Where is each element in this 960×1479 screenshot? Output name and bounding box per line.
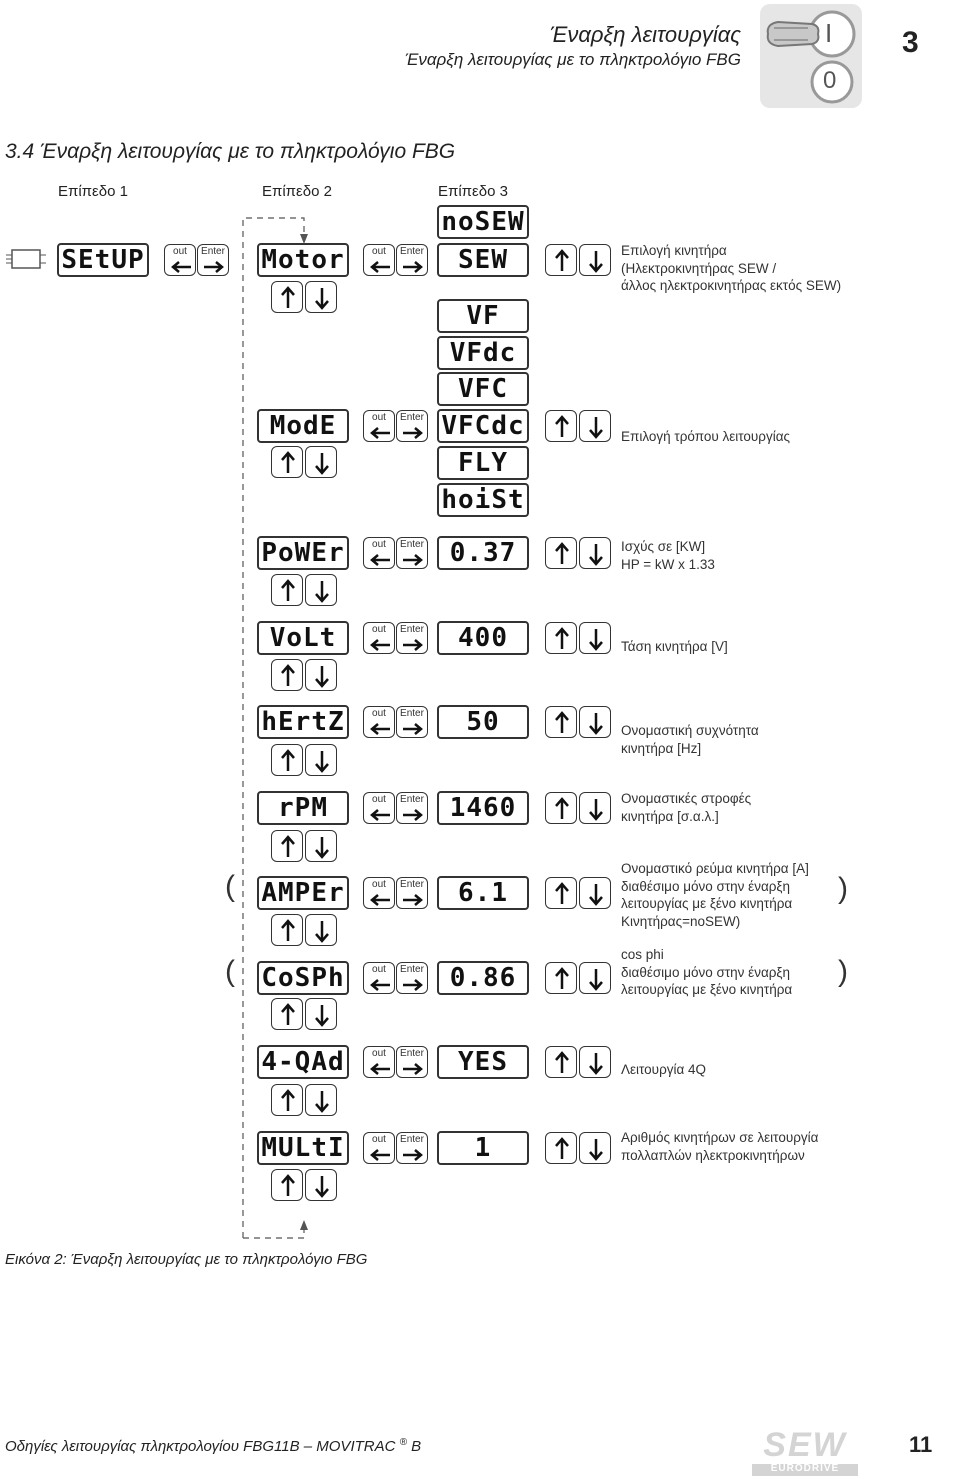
value-display-nosew: noSEW (437, 205, 529, 239)
arrow-right-icon (397, 411, 429, 443)
arrow-up-icon (272, 660, 304, 692)
arrow-up-icon (272, 1170, 304, 1202)
down-button[interactable] (305, 744, 337, 776)
enter-button[interactable]: Enter (396, 1046, 428, 1078)
down-button[interactable] (579, 962, 611, 994)
down-button[interactable] (305, 574, 337, 606)
arrow-down-icon (580, 963, 612, 995)
down-button[interactable] (305, 998, 337, 1030)
param-display-rpm: rPM (257, 791, 349, 825)
on-symbol: I (825, 18, 833, 48)
level-3-label: Επίπεδο 3 (438, 183, 508, 200)
open-parenthesis: ( (225, 955, 235, 988)
up-button[interactable] (545, 877, 577, 909)
up-button[interactable] (545, 622, 577, 654)
arrow-up-icon (546, 793, 578, 825)
up-button[interactable] (271, 1084, 303, 1116)
arrow-left-icon (364, 538, 396, 570)
value-display-power: 0.37 (437, 536, 529, 570)
enter-button[interactable]: Enter (396, 410, 428, 442)
enter-button[interactable]: Enter (396, 706, 428, 738)
up-button[interactable] (271, 1169, 303, 1201)
figure-caption: Εικόνα 2: Έναρξη λειτουργίας με το πληκτρολόγιο FBG (5, 1251, 368, 1268)
value-display-4q: YES (437, 1045, 529, 1079)
down-button[interactable] (579, 1132, 611, 1164)
arrow-left-icon (364, 963, 396, 995)
arrow-left-icon (364, 245, 396, 277)
arrow-up-icon (546, 245, 578, 277)
arrow-up-icon (272, 1085, 304, 1117)
arrow-up-icon (546, 538, 578, 570)
param-display-4q: 4-QAd (257, 1045, 349, 1079)
up-button[interactable] (545, 537, 577, 569)
enter-button[interactable]: Enter (396, 244, 428, 276)
arrow-right-icon (397, 1133, 429, 1165)
arrow-down-icon (306, 915, 338, 947)
value-display-sew: SEW (437, 243, 529, 277)
arrow-up-icon (546, 1047, 578, 1079)
arrow-down-icon (306, 282, 338, 314)
value-display-fly: FLY (437, 446, 529, 480)
arrow-down-icon (580, 1047, 612, 1079)
arrow-down-icon (306, 1170, 338, 1202)
param-display-motor: Motor (257, 243, 349, 277)
arrow-up-icon (546, 623, 578, 655)
out-button[interactable]: out (363, 410, 395, 442)
enter-button[interactable]: Enter (396, 622, 428, 654)
arrow-right-icon (397, 963, 429, 995)
multi-description: Αριθμός κινητήρων σε λειτουργία πολλαπλών ηλεκτροκινητήρων (621, 1130, 819, 1163)
down-button[interactable] (305, 659, 337, 691)
arrow-right-icon (397, 878, 429, 910)
up-button[interactable] (545, 410, 577, 442)
up-button[interactable] (271, 659, 303, 691)
arrow-left-icon (364, 1047, 396, 1079)
4q-description: Λειτουργία 4Q (621, 1062, 707, 1077)
arrow-right-icon (397, 793, 429, 825)
up-button[interactable] (545, 244, 577, 276)
down-button[interactable] (305, 1169, 337, 1201)
down-button[interactable] (579, 792, 611, 824)
close-parenthesis: ) (838, 872, 848, 905)
arrow-down-icon (580, 411, 612, 443)
amper-description: Ονομαστικό ρεύμα κινητήρα [A] διαθέσιμο μόνο στην έναρξη λειτουργίας με ξένο κινητήρα Κινητήρας=noSEW) (621, 861, 809, 929)
out-button[interactable]: out (363, 706, 395, 738)
out-button[interactable]: out (363, 1132, 395, 1164)
arrow-down-icon (306, 1085, 338, 1117)
enter-button[interactable]: Enter (197, 244, 229, 276)
arrow-right-icon (397, 245, 429, 277)
arrow-down-icon (580, 538, 612, 570)
arrow-down-icon (580, 878, 612, 910)
up-button[interactable] (271, 914, 303, 946)
section-title: 3.4 Έναρξη λειτουργίας με το πληκτρολόγιο FBG (5, 140, 456, 163)
motor-description: Επιλογή κινητήρα (Ηλεκτροκινητήρας SEW / άλλος ηλεκτροκινητήρας εκτός SEW) (621, 243, 842, 293)
out-button[interactable]: out (363, 792, 395, 824)
down-button[interactable] (579, 877, 611, 909)
sew-eurodrive-logo: SEW EURODRIVE (752, 1428, 858, 1476)
down-button[interactable] (305, 830, 337, 862)
arrow-down-icon (306, 575, 338, 607)
down-button[interactable] (579, 1046, 611, 1078)
cosphi-description: cos phi διαθέσιμο μόνο στην έναρξη λειτουργίας με ξένο κινητήρα (621, 947, 793, 997)
off-symbol: 0 (823, 67, 837, 94)
arrow-right-icon (397, 1047, 429, 1079)
up-button[interactable] (545, 706, 577, 738)
value-display-vfcdc: VFCdc (437, 409, 529, 443)
close-parenthesis: ) (838, 955, 848, 988)
arrow-down-icon (580, 793, 612, 825)
out-button[interactable]: out (363, 877, 395, 909)
down-button[interactable] (579, 537, 611, 569)
arrow-left-icon (364, 793, 396, 825)
down-button[interactable] (305, 281, 337, 313)
up-button[interactable] (271, 574, 303, 606)
enter-button[interactable]: Enter (396, 537, 428, 569)
arrow-up-icon (272, 915, 304, 947)
out-button[interactable]: out (363, 244, 395, 276)
level-1-label: Επίπεδο 1 (58, 183, 128, 200)
arrow-left-icon (165, 245, 197, 277)
param-display-volt: VoLt (257, 621, 349, 655)
arrow-down-icon (306, 745, 338, 777)
arrow-left-icon (364, 623, 396, 655)
arrow-up-icon (546, 878, 578, 910)
value-display-cosphi: 0.86 (437, 961, 529, 995)
arrow-up-icon (546, 1133, 578, 1165)
down-button[interactable] (305, 914, 337, 946)
up-button[interactable] (271, 998, 303, 1030)
param-display-hertz: hErtZ (257, 705, 349, 739)
power-description: Ισχύς σε [KW] HP = kW x 1.33 (621, 539, 715, 572)
arrow-up-icon (272, 999, 304, 1031)
header-title: Έναρξη λειτουργίας (549, 22, 741, 47)
out-button[interactable]: out (363, 537, 395, 569)
arrow-down-icon (580, 623, 612, 655)
out-button[interactable]: out (363, 1046, 395, 1078)
arrow-down-icon (580, 707, 612, 739)
keypad-icon (4, 246, 48, 272)
mode-description: Επιλογή τρόπου λειτουργίας (621, 429, 791, 444)
value-display-multi: 1 (437, 1131, 529, 1165)
hertz-description: Ονομαστική συχνότητα κινητήρα [Hz] (621, 723, 759, 756)
open-parenthesis: ( (225, 870, 235, 903)
arrow-up-icon (546, 963, 578, 995)
enter-button[interactable]: Enter (396, 877, 428, 909)
arrow-left-icon (364, 1133, 396, 1165)
arrow-down-icon (306, 999, 338, 1031)
arrow-right-icon (397, 707, 429, 739)
value-display-volt: 400 (437, 621, 529, 655)
down-button[interactable] (579, 410, 611, 442)
enter-button[interactable]: Enter (396, 792, 428, 824)
chapter-number: 3 (902, 26, 919, 59)
value-display-vfdc: VFdc (437, 336, 529, 370)
up-button[interactable] (271, 830, 303, 862)
up-button[interactable] (545, 1132, 577, 1164)
arrow-down-icon (580, 245, 612, 277)
up-button[interactable] (545, 1046, 577, 1078)
value-display-hoist: hoiSt (437, 483, 529, 517)
arrow-left-icon (364, 707, 396, 739)
param-display-amper: AMPEr (257, 876, 349, 910)
down-button[interactable] (579, 706, 611, 738)
up-button[interactable] (271, 744, 303, 776)
value-display-rpm: 1460 (437, 791, 529, 825)
arrow-up-icon (546, 707, 578, 739)
arrow-right-icon (198, 245, 230, 277)
arrow-down-icon (306, 447, 338, 479)
page-number: 11 (909, 1432, 933, 1457)
up-button[interactable] (545, 792, 577, 824)
level-2-label: Επίπεδο 2 (262, 183, 332, 200)
out-button[interactable]: out (164, 244, 196, 276)
param-display-power: PoWEr (257, 536, 349, 570)
value-display-vfc: VFC (437, 372, 529, 406)
arrow-left-icon (364, 411, 396, 443)
param-display-mode: ModE (257, 409, 349, 443)
rpm-description: Ονομαστικές στροφές κινητήρα [σ.α.λ.] (621, 791, 752, 824)
down-button[interactable] (305, 446, 337, 478)
out-button[interactable]: out (363, 962, 395, 994)
volt-description: Τάση κινητήρα [V] (621, 639, 728, 654)
arrow-right-icon (397, 538, 429, 570)
arrow-down-icon (306, 831, 338, 863)
param-display-multi: MULtI (257, 1131, 349, 1165)
arrow-up-icon (272, 831, 304, 863)
out-button[interactable]: out (363, 622, 395, 654)
down-button[interactable] (579, 622, 611, 654)
footer-text: Οδηγίες λειτουργίας πληκτρολογίου FBG11B – MOVITRAC ® B (5, 1437, 422, 1455)
down-button[interactable] (305, 1084, 337, 1116)
arrow-up-icon (272, 575, 304, 607)
arrow-up-icon (546, 411, 578, 443)
value-display-vf: VF (437, 299, 529, 333)
arrow-up-icon (272, 745, 304, 777)
level1-display-setup: SEtUP (57, 243, 149, 277)
down-button[interactable] (579, 244, 611, 276)
enter-button[interactable]: Enter (396, 962, 428, 994)
arrow-down-icon (306, 660, 338, 692)
enter-button[interactable]: Enter (396, 1132, 428, 1164)
arrow-up-icon (272, 282, 304, 314)
arrow-left-icon (364, 878, 396, 910)
value-display-amper: 6.1 (437, 876, 529, 910)
up-button[interactable] (271, 446, 303, 478)
arrow-right-icon (397, 623, 429, 655)
arrow-down-icon (580, 1133, 612, 1165)
param-display-cosphi: CoSPh (257, 961, 349, 995)
up-button[interactable] (271, 281, 303, 313)
header-subtitle: Έναρξη λειτουργίας με το πληκτρολόγιο FBG (404, 50, 741, 69)
value-display-hertz: 50 (437, 705, 529, 739)
arrow-up-icon (272, 447, 304, 479)
up-button[interactable] (545, 962, 577, 994)
